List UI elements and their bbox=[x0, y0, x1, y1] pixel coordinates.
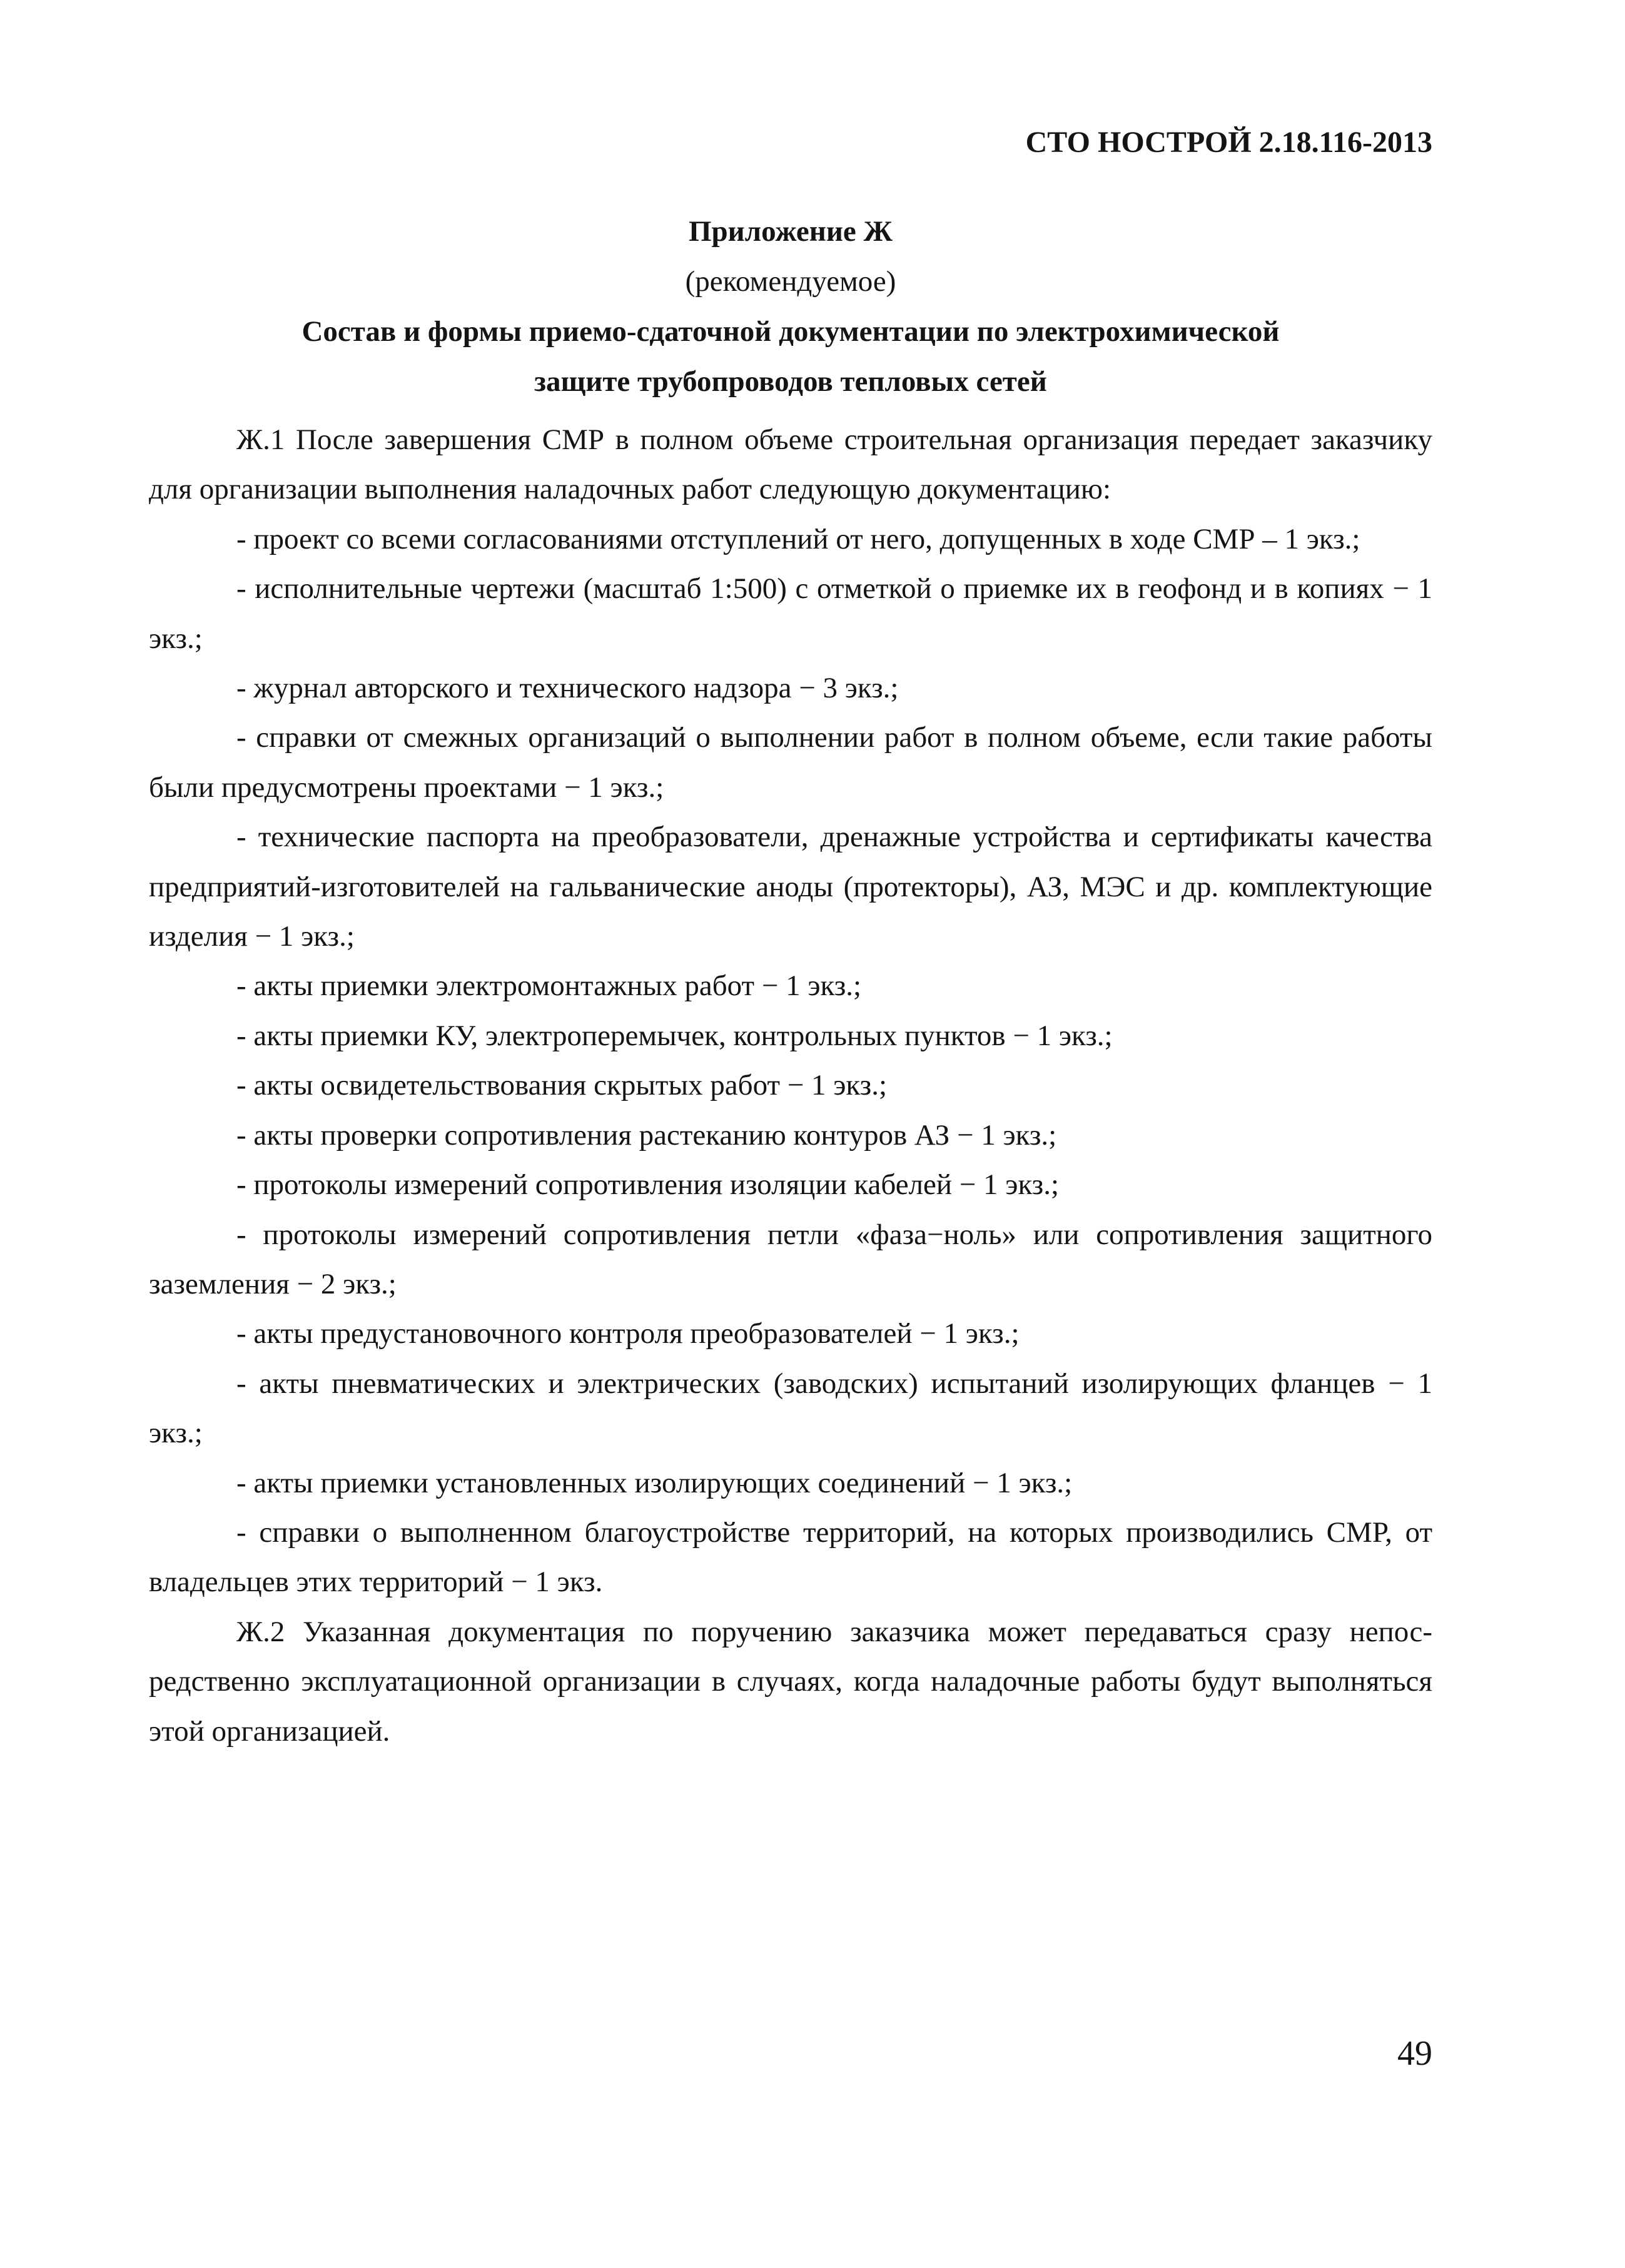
list-item: - акты приемки установленных изолирующих соединений − 1 экз.; bbox=[236, 1466, 1073, 1499]
list-item: - протоколы измерений сопротивления петли «фаза−ноль» или сопротивления защитного заземления − 2 экз.; bbox=[149, 1218, 1432, 1300]
list-item: - акты приемки КУ, электроперемычек, контрольных пунктов − 1 экз.; bbox=[236, 1019, 1113, 1052]
list-item: - акты проверки сопротивления растеканию контуров АЗ − 1 экз.; bbox=[236, 1118, 1057, 1152]
list-item: - акты предустановочного контроля преобразователей − 1 экз.; bbox=[236, 1317, 1020, 1350]
appendix-heading-line-1: Состав и формы приемо-сдаточной документации по электрохимической bbox=[301, 315, 1280, 348]
list-item: - справки о выполненном благоустройстве территорий, на которых производились СМР, от владельцев этих территорий − 1 экз. bbox=[149, 1516, 1432, 1599]
paragraph-zh1: Ж.1 После завершения СМР в полном объеме строительная организация передает заказчику для организации выполнения наладочных работ следующую документацию: bbox=[149, 423, 1432, 506]
list-item: - акты пневматических и электрических (заводских) испытаний изолирующих фланцев − 1 экз.; bbox=[149, 1367, 1432, 1450]
appendix-title: Приложение Ж bbox=[688, 215, 893, 248]
appendix-heading bbox=[149, 206, 1432, 407]
list-item: - акты освидетельствования скрытых работ − 1 экз.; bbox=[236, 1069, 888, 1102]
document-body bbox=[149, 415, 1432, 1756]
list-item: - протоколы измерений сопротивления изоляции кабелей − 1 экз.; bbox=[236, 1168, 1060, 1202]
document-code: СТО НОСТРОЙ 2.18.116-2013 bbox=[1025, 126, 1432, 159]
page-number: 49 bbox=[1397, 2034, 1432, 2073]
list-item: - проект со всеми согласованиями отступлений от него, допущенных в ходе СМР – 1 экз.; bbox=[236, 522, 1360, 555]
appendix-status: (рекомендуемое) bbox=[685, 265, 896, 298]
list-item: - журнал авторского и технического надзора − 3 экз.; bbox=[236, 672, 899, 705]
list-item: - справки от смежных организаций о выполнении работ в полном объеме, если такие работы были предусмотрены проектами − 1 экз.; bbox=[149, 721, 1432, 804]
list-item: - исполнительные чертежи (масштаб 1:500) с отметкой о приемке их в геофонд и в копиях − 1 экз.; bbox=[149, 572, 1432, 655]
list-item: - акты приемки электромонтажных работ − 1 экз.; bbox=[236, 969, 862, 1003]
paragraph-zh2: Ж.2 Указанная документация по поручению заказчика может передаваться сразу непосредственно эксплуатационной организации в случаях, когда наладочные работы будут выполняться этой организацией. bbox=[149, 1615, 1432, 1748]
appendix-heading-line-2: защите трубопроводов тепловых сетей bbox=[534, 365, 1047, 398]
list-item: - технические паспорта на преобразователи, дренажные устройства и сертификаты качества предприятий-изготовителей на гальванические аноды (протекторы), АЗ, МЭС и др. комплектующие изделия − 1 экз.; bbox=[149, 821, 1432, 953]
